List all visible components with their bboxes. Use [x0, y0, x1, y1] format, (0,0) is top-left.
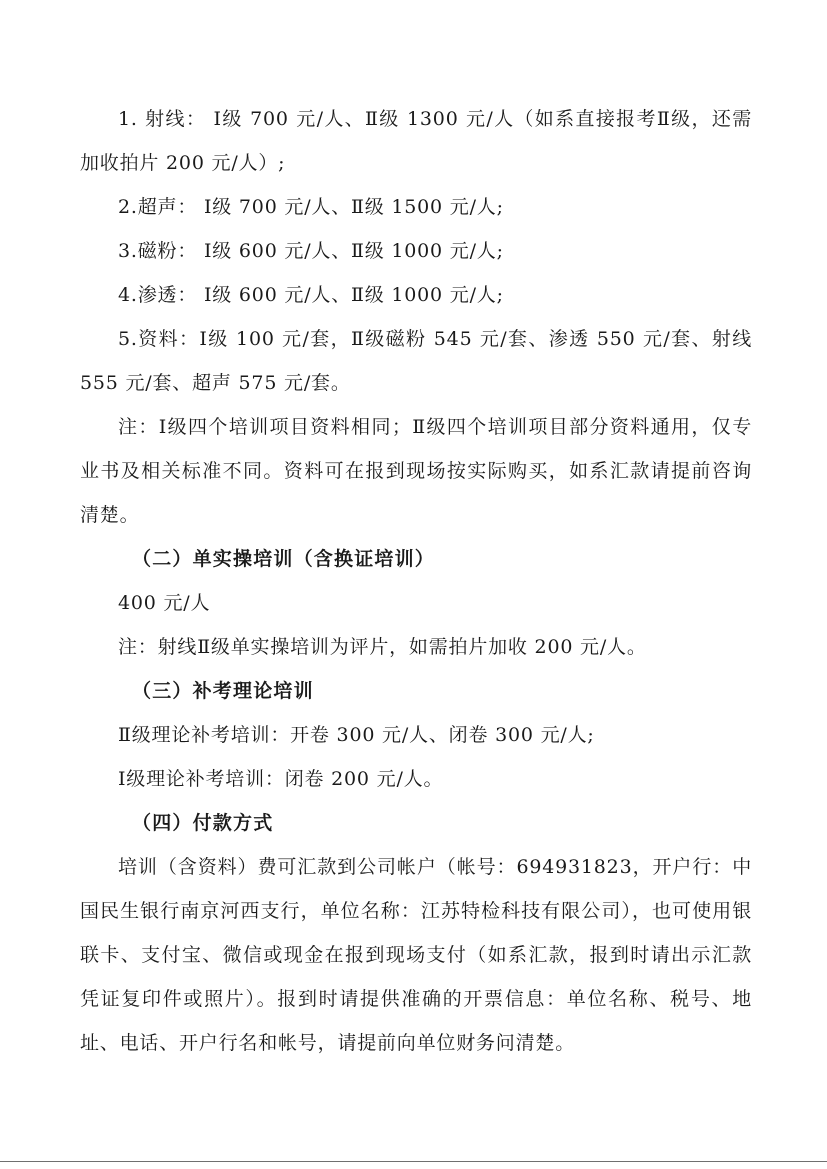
retake-fee-level-2: Ⅱ级理论补考培训：开卷 300 元/人、闭卷 300 元/人; [118, 724, 595, 746]
fee-item-radiography: 1. 射线： Ⅰ级 700 元/人、Ⅱ级 1300 元/人（如系直接报考Ⅱ级，还需加收拍片 200 元/人）; [80, 108, 752, 174]
practical-training-fee: 400 元/人 [118, 592, 211, 614]
retake-fee-level-1: Ⅰ级理论补考培训：闭卷 200 元/人。 [118, 768, 444, 790]
section-heading-retake-training: （三）补考理论培训 [132, 680, 314, 702]
section-heading-practical-training: （二）单实操培训（含换证培训） [132, 548, 436, 570]
bottom-divider [0, 1161, 827, 1162]
fee-item-magnetic-particle: 3.磁粉： Ⅰ级 600 元/人、Ⅱ级 1000 元/人; [118, 240, 504, 262]
fee-item-materials: 5.资料：Ⅰ级 100 元/套，Ⅱ级磁粉 545 元/套、渗透 550 元/套、射线 555 元/套、超声 575 元/套。 [80, 328, 752, 394]
payment-method-details: 培训（含资料）费可汇款到公司帐户（帐号：694931823，开户行：中国民生银行南京河西支行，单位名称：江苏特检科技有限公司），也可使用银联卡、支付宝、微信或现金在报到现场支付（如系汇款，报到时请出示汇款凭证复印件或照片）。报到时请提供准确的开票信息：单位名称、税号、地址、电话、开户行名和帐号，请提前向单位财务问清楚。 [80, 856, 752, 1054]
document-body [80, 97, 752, 1065]
practical-training-note: 注：射线Ⅱ级单实操培训为评片，如需拍片加收 200 元/人。 [118, 636, 647, 658]
materials-note: 注：Ⅰ级四个培训项目资料相同；Ⅱ级四个培训项目部分资料通用，仅专业书及相关标准不同。资料可在报到现场按实际购买，如系汇款请提前咨询清楚。 [80, 416, 752, 526]
section-heading-payment-method: （四）付款方式 [132, 812, 274, 834]
fee-item-penetrant: 4.渗透： Ⅰ级 600 元/人、Ⅱ级 1000 元/人; [118, 284, 504, 306]
fee-item-ultrasonic: 2.超声： Ⅰ级 700 元/人、Ⅱ级 1500 元/人; [118, 196, 504, 218]
